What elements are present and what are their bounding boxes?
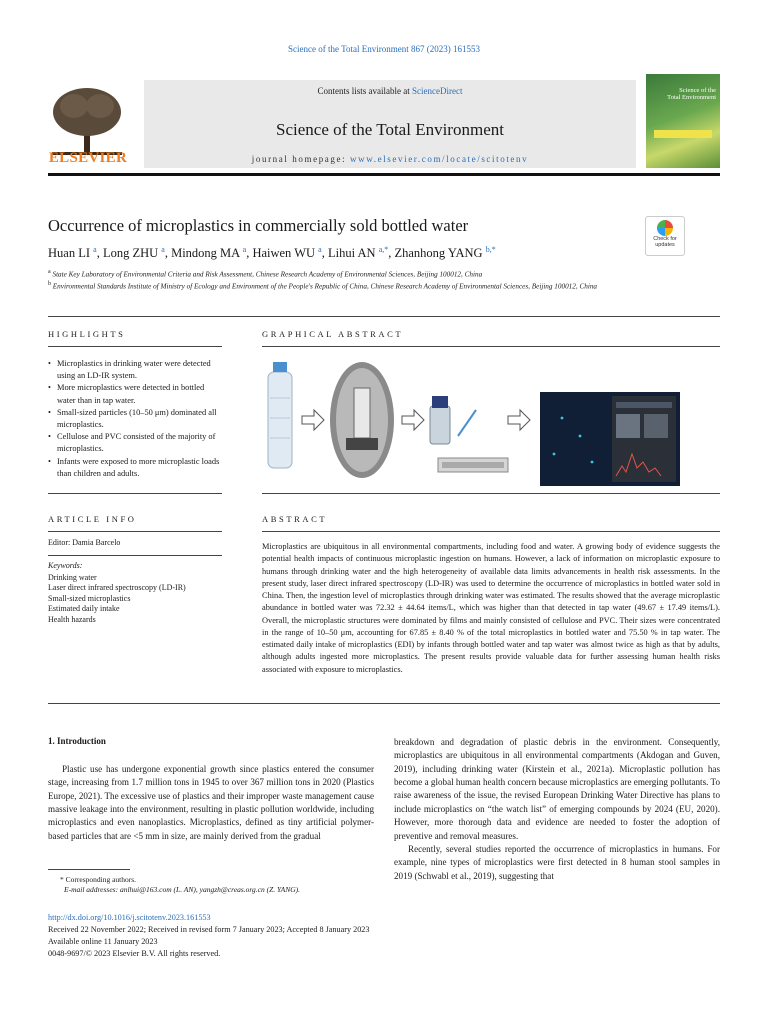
author[interactable]: Huan LI bbox=[48, 246, 90, 261]
divider bbox=[48, 703, 720, 704]
divider bbox=[262, 531, 720, 532]
publisher-name: ELSEVIER bbox=[48, 150, 128, 166]
section-heading-introduction: 1. Introduction bbox=[48, 736, 106, 746]
author-affil-sup[interactable]: b,* bbox=[485, 245, 496, 254]
arrow-icon bbox=[302, 410, 324, 430]
footnote-rule bbox=[48, 869, 130, 870]
intro-paragraph: Plastic use has undergone exponential growth since plastics entered the consumer stage, increasing from 1.7 million tons in 1945 to over 367 million tons in 2020 (Plastics Europe, 2021). The excessive use of plastics and their improper waste management cause massive leakage into the environment, resulting in plastic pollution worldwide, including microplastics and even nanoplastics. Microplastics, defined as tiny artificial polymer-based particles that are <5 mm in size, are mainly derived from the gradual bbox=[48, 764, 374, 841]
author-affil-sup[interactable]: a,* bbox=[378, 245, 389, 254]
check-updates-label: Check for updates bbox=[653, 236, 677, 248]
divider bbox=[262, 346, 720, 347]
author-list: Huan LI $^a$, Long ZHU $^a$, Mindong MA $^a$, Haiwen WU $^a$, Lihui AN $^{a,*}$, Zhanhong YANG $^{b,*}$ bbox=[48, 245, 496, 261]
available-online: Available online 11 January 2023 bbox=[48, 936, 158, 946]
check-for-updates-badge[interactable] bbox=[645, 216, 685, 256]
ldir-instrument-image bbox=[438, 458, 508, 472]
article-metadata bbox=[48, 912, 370, 960]
highlights-heading: HIGHLIGHTS bbox=[48, 329, 126, 339]
received-dates: Received 22 November 2022; Received in revised form 7 January 2023; Accepted 8 January 2023 bbox=[48, 924, 370, 934]
intro-paragraph: Recently, several studies reported the occurrence of microplastics in humans. For example, nine types of microplastics were first detected in 8 human stool samples in 2019 (Schwabl et al., 2019), suggesting that bbox=[394, 843, 720, 881]
spectral-analysis-screenshot bbox=[540, 392, 680, 486]
intro-left-column bbox=[48, 763, 374, 843]
cover-band bbox=[654, 130, 712, 138]
journal-cover-image bbox=[646, 74, 720, 168]
keyword: Small-sized microplastics bbox=[48, 593, 131, 603]
keyword: Health hazards bbox=[48, 614, 96, 624]
contents-line bbox=[144, 86, 636, 96]
intro-paragraph: breakdown and degradation of plastic debris in the environment. Consequently, microplastics are ubiquitous in all environmental compartments (Akdogan and Guven, 2019), including drinking water (Kirstein et al., 2021a). Microplastic pollution has become a global human health concern because microplastics are emerging pollutants. To raise awareness of the issue, the revised European Drinking Water Directive has plans to include microplastics on “the watch list” of emerging compounds by 2024 (EU, 2020). However, more thorough data and evidence are needed to foster the adoption of preventive and removal measures. bbox=[394, 737, 720, 841]
author-affil-sup[interactable]: a bbox=[93, 245, 97, 254]
journal-title: Science of the Total Environment bbox=[276, 120, 504, 139]
highlight-item: • Infants were exposed to more microplastic loads than children and adults. bbox=[48, 456, 222, 480]
crossmark-icon bbox=[657, 220, 673, 236]
homepage-prefix: journal homepage: bbox=[251, 154, 351, 164]
divider bbox=[48, 493, 222, 494]
contents-prefix: Contents lists available at bbox=[317, 86, 412, 96]
divider bbox=[48, 316, 720, 317]
highlights-list bbox=[48, 358, 222, 480]
author[interactable]: Haiwen WU bbox=[252, 246, 316, 261]
highlight-item: • More microplastics were detected in bottled water than in tap water. bbox=[48, 382, 222, 406]
filtration-apparatus-image bbox=[330, 362, 394, 478]
divider bbox=[48, 346, 222, 347]
water-bottle-image bbox=[268, 362, 292, 468]
graphical-abstract-figure[interactable] bbox=[262, 358, 720, 486]
abstract-heading: ABSTRACT bbox=[262, 514, 328, 524]
highlight-item: • Microplastics in drinking water were detected using an LD-IR system. bbox=[48, 358, 222, 382]
sample-vial-image bbox=[430, 396, 476, 444]
article-info-heading: ARTICLE INFO bbox=[48, 514, 137, 524]
author-affil-sup[interactable]: a bbox=[318, 245, 322, 254]
author[interactable]: Mindong MA bbox=[171, 246, 240, 261]
arrow-icon bbox=[402, 410, 424, 430]
corresponding-note: * Corresponding authors. bbox=[60, 875, 137, 884]
arrow-icon bbox=[508, 410, 530, 430]
journal-homepage bbox=[144, 154, 636, 164]
intro-right-column bbox=[394, 736, 720, 883]
editor-line: Editor: Damia Barcelo bbox=[48, 538, 121, 547]
author[interactable]: Lihui AN bbox=[327, 246, 376, 261]
author-affil-sup[interactable]: a bbox=[161, 245, 165, 254]
highlight-item: • Small-sized particles (10–50 μm) dominated all microplastics. bbox=[48, 407, 222, 431]
author[interactable]: Zhanhong YANG bbox=[394, 246, 483, 261]
homepage-link[interactable]: www.elsevier.com/locate/scitotenv bbox=[350, 154, 529, 164]
keywords-label: Keywords: bbox=[48, 561, 83, 570]
cover-title: Science of the Total Environment bbox=[667, 87, 716, 101]
keywords-list bbox=[48, 573, 186, 625]
highlight-item: • Cellulose and PVC consisted of the majority of microplastics. bbox=[48, 431, 222, 455]
abstract-text: Microplastics are ubiquitous in all environmental compartments, including food and water. A growing body of evidence suggests the potential health impacts of continuous microplastic ingestion on humans. However, a lack of information on microplastic exposure to humans through drinking water and the high heterogeneity of available data limits advancements in health risk assessments. In the present study, laser direct infrared spectroscopy (LD-IR) was used to determine the occurrence of microplastics in bottled water sold in China. Then, the ingestion level of microplastics through drinking water was estimated. The results showed that the average microplastic abundance in bottled water was 72.32 ± 44.64 items/L, which was higher than that detected in tap water (49.67 ± 17.49 items/L). Overall, the microplastic structures were dominated by films and mainly consisted of cellulose and PVC. Their sizes were concentrated in the range of 10–50 μm, accounting for 67.85 ± 8.40 % of the total microplastics in bottled water and 75.50 % in tap water. The estimated daily intake of microplastics (EDI) by infants through bottled water and tap water was almost twice as high as that by adults, although adults ingested more microplastics. The present results provide valuable data for further assessing human health risks associated with exposure to microplastics. bbox=[262, 542, 720, 674]
affiliation-b: $^b$ Environmental Standards Institute of Ministry of Ecology and Environment of the People's Republic of China, Chinese Research Academy of Environmental Sciences, Beijing 100012, China bbox=[48, 281, 598, 291]
keyword: Drinking water bbox=[48, 573, 97, 582]
keyword: Laser direct infrared spectroscopy (LD-IR) bbox=[48, 583, 186, 593]
divider bbox=[48, 531, 222, 532]
doi-link[interactable]: http://dx.doi.org/10.1016/j.scitotenv.2023.161553 bbox=[48, 913, 211, 922]
article-title: Occurrence of microplastics in commercially sold bottled water bbox=[48, 216, 469, 235]
copyright: 0048-9697/© 2023 Elsevier B.V. All rights reserved. bbox=[48, 948, 221, 958]
sciencedirect-link[interactable]: ScienceDirect bbox=[412, 86, 463, 96]
graphical-abstract-heading: GRAPHICAL ABSTRACT bbox=[262, 329, 404, 339]
journal-banner bbox=[144, 80, 636, 168]
author[interactable]: Long ZHU bbox=[102, 246, 159, 261]
divider bbox=[48, 555, 222, 556]
keyword: Estimated daily intake bbox=[48, 604, 120, 614]
journal-masthead bbox=[48, 74, 720, 174]
divider bbox=[262, 493, 720, 494]
author-affil-sup[interactable]: a bbox=[242, 245, 247, 254]
masthead-rule bbox=[48, 173, 720, 176]
journal-reference-link[interactable]: Science of the Total Environment 867 (2023) 161553 bbox=[288, 44, 480, 54]
affiliation-a: $^a$ State Key Laboratory of Environmental Criteria and Risk Assessment, Chinese Research Academy of Environmental Sciences, Beijing 100012, China bbox=[48, 269, 483, 279]
email-addresses: E-mail addresses: anlhui@163.com (L. AN), yangzh@creas.org.cn (Z. YANG). bbox=[64, 885, 301, 894]
